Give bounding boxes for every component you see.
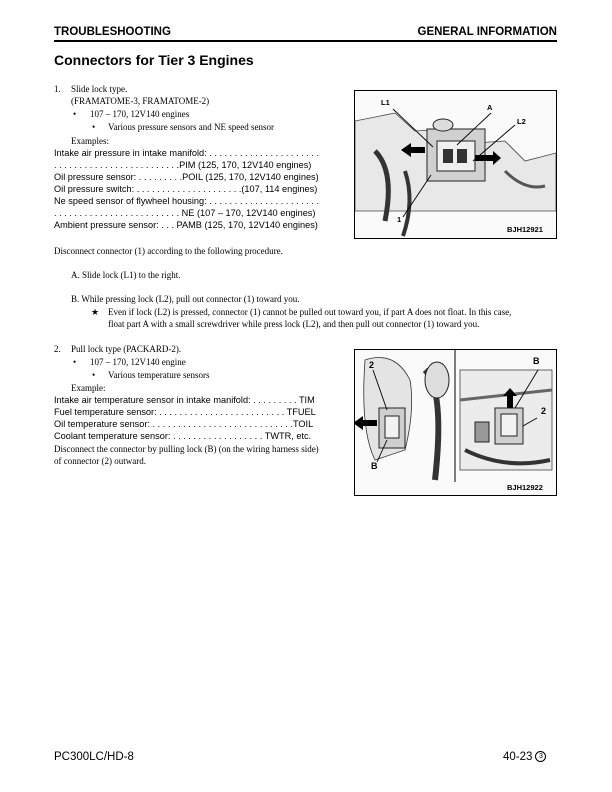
figure-label-b: B — [371, 461, 378, 471]
sec1-step-b: B. While pressing lock (L2), pull out connector (1) toward you. — [71, 294, 300, 304]
figure-label-1: 1 — [397, 215, 402, 224]
footer-page — [503, 751, 546, 763]
sec2-example-line: Fuel temperature sensor: . . . . . . . . . . . . . . . . . . . . . . . . . TFUEL — [54, 407, 316, 417]
figure-slide-lock-connector — [354, 90, 557, 239]
sec1-examples-label: Examples: — [71, 136, 109, 146]
bullet-icon: • — [73, 357, 77, 367]
sec1-step-a: A. Slide lock (L1) to the right. — [71, 270, 181, 280]
sec1-example-line: Ambient pressure sensor: . . . PAMB (125, 170, 12V140 engines) — [54, 220, 318, 230]
sec2-example-label: Example: — [71, 383, 106, 393]
sec2-disconnect-line: Disconnect the connector by pulling lock (B) (on the wiring harness side) — [54, 444, 319, 454]
connector-illustration — [355, 350, 556, 495]
sec1-subheading: (FRAMATOME-3, FRAMATOME-2) — [71, 96, 210, 106]
sec1-note-line: float part A with a small screwdriver while press lock (L2), and then pull out connector (1) toward you. — [108, 319, 480, 329]
sec1-subbullet: Various pressure sensors and NE speed sensor — [108, 122, 274, 132]
sec1-heading: Slide lock type. — [71, 84, 128, 94]
figure-label-2: 2 — [369, 360, 375, 370]
header-chapter-title: GENERAL INFORMATION — [417, 26, 557, 38]
figure-label-l1: L1 — [381, 98, 390, 107]
sec1-note-line: Even if lock (L2) is pressed, connector (1) cannot be pulled out toward you, if part A does not float. In this case, — [108, 307, 512, 317]
sec1-example-line: Ne speed sensor of flywheel housing: . . . . . . . . . . . . . . . . . . . . . . — [54, 196, 320, 206]
sec2-disconnect-line: of connector (2) outward. — [54, 456, 146, 466]
sec1-example-line: Oil pressure switch: . . . . . . . . . . . . . . . . . . . . .(107, 114 engines) — [54, 184, 318, 194]
sec1-example-line: . . . . . . . . . . . . . . . . . . . . . . . . . NE (107 – 170, 12V140 engines) — [54, 208, 316, 218]
figure-label-2: 2 — [541, 406, 547, 416]
sec1-example-line: Intake air pressure in intake manifold: . . . . . . . . . . . . . . . . . . . . . . — [54, 148, 320, 158]
sec1-example-line: Oil pressure sensor: . . . . . . . . .POIL (125, 170, 12V140 engines) — [54, 172, 319, 182]
bullet-icon: • — [73, 109, 77, 119]
star-icon: ★ — [91, 307, 100, 317]
figure-code: BJH12922 — [507, 483, 543, 492]
sec2-example-line: Coolant temperature sensor: . . . . . . . . . . . . . . . . . . TWTR, etc. — [54, 431, 312, 441]
sec2-heading: Pull lock type (PACKARD-2). — [71, 344, 182, 354]
sec2-example-line: Intake air temperature sensor in intake manifold: . . . . . . . . . TIM — [54, 395, 315, 405]
figure-code: BJH12921 — [507, 225, 543, 234]
footer-model: PC300LC/HD-8 — [54, 751, 134, 763]
bullet-icon: • — [92, 370, 96, 380]
revision-mark: 3 — [535, 751, 546, 762]
figure-label-a: A — [487, 103, 493, 112]
figure-label-l2: L2 — [517, 117, 526, 126]
page-number: 40-23 — [503, 751, 533, 763]
sec1-bullet: 107 – 170, 12V140 engines — [90, 109, 190, 119]
header-section-title: TROUBLESHOOTING — [54, 26, 171, 38]
figure-label-b: B — [533, 356, 540, 366]
bullet-icon: • — [92, 122, 96, 132]
figure-pull-lock-connector — [354, 349, 557, 496]
sec2-subbullet: Various temperature sensors — [108, 370, 210, 380]
connector-illustration — [355, 91, 556, 238]
sec2-bullet: 107 – 170, 12V140 engine — [90, 357, 186, 367]
header-rule — [54, 40, 557, 42]
sec1-disconnect-text: Disconnect connector (1) according to the following procedure. — [54, 246, 283, 256]
sec2-number: 2. — [54, 344, 61, 354]
sec1-number: 1. — [54, 84, 61, 94]
page-title: Connectors for Tier 3 Engines — [54, 52, 254, 68]
sec1-example-line: . . . . . . . . . . . . . . . . . . . . . . . . .PIM (125, 170, 12V140 engines) — [54, 160, 312, 170]
sec2-example-line: Oil temperature sensor: . . . . . . . . . . . . . . . . . . . . . . . . . . . .TOIL — [54, 419, 314, 429]
